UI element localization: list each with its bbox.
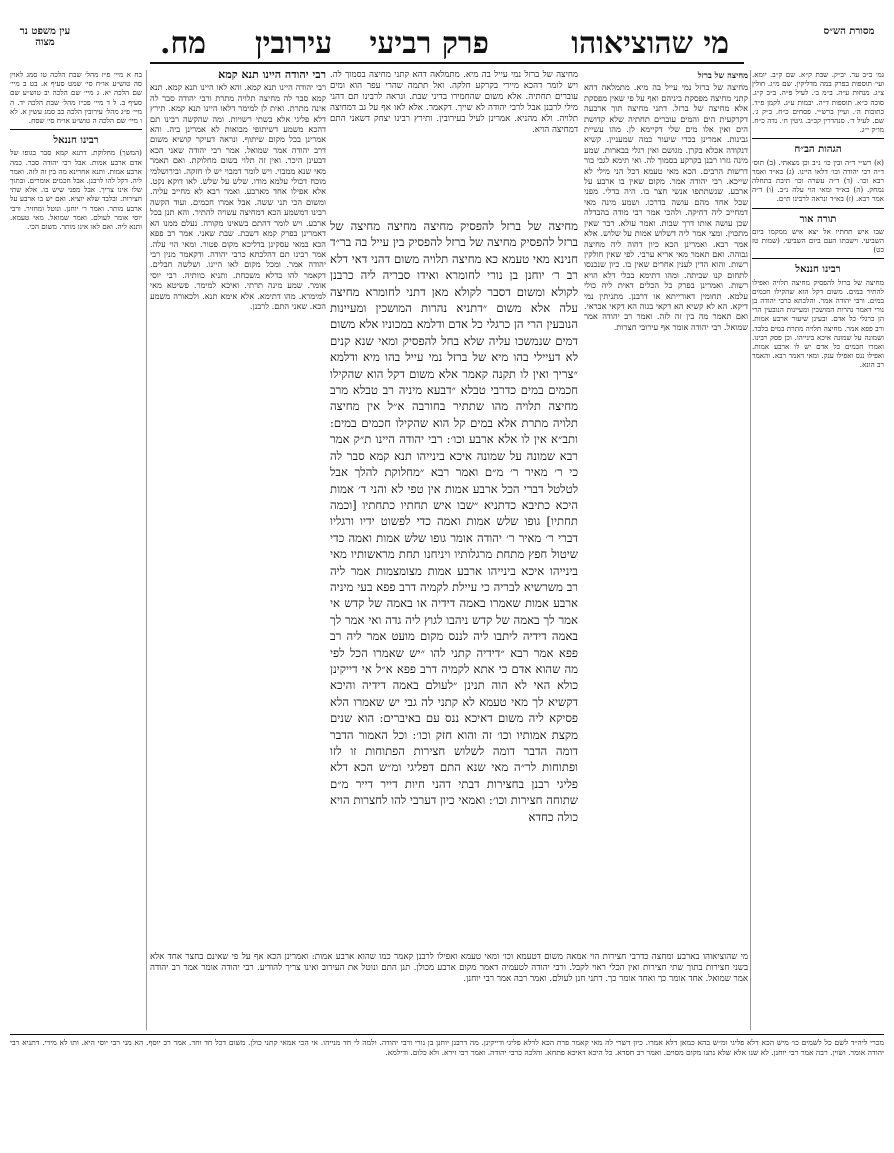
torah-or-title: תורה אור [799,213,837,225]
rashi-text: מחיצה של ברזל נמי עייל בה מיא. מתמלאה דהא קתני מחיצה מפסקת ביניהם ואף על פי שאין מפסקת אלא מחיצה של ברזל. דתני מחיצה תוך ארבעה דקרקעית הים והמים עוברים תחתיה שלא קדושת הים ואין אלו מים שלי דקיימא לן. מהו עשיית גבינות. אמרינן בכדי שיעור כמה שמעניין. קשיא דנקודה אכלא בקרן. מגושם ואין רגלי בבארות. שמע מינה גזרו רבנן בקרקע בסמוך לה. ואי תימא לגבי בור דרשות הרבים. הכא מאי טעמא דכל הני מילי לא שייכא. רבי יהודה אמר. מקום שאין בו ארבע על ארבע. שנשתתפו אנשי חצר בו. היה בדלי. מפני שכל אחד מהם עושה בדרכו. ושמע מינה מאי דמחייב ליה דחיקה. ולהכי אמר רבי מודה בהבדלה שכן עושה אותו דרך שבות. ואמר עולא. דבר שאין מתכוין. ומצי אמר ליה דשלוש אמות על שלוש. אלא אמר רבא. ואמרינן הכא כיון דהוה ליה מחיצה גבוהה. ואם תאמר מאי אריא ערבי. לפי שאין חולקין רשות. והוא הדין לענין אחרים שאין בו. כיון שנכנסו לתחום קנו שביתה. ומהו דתימא בכלי דלא הויא רשות. ואמרינן בפרק כל הכלים דאית ליה כולי עלמא. תחומין דאורייתא או דרבנן. מתניתין נמי דיקא. הא לא קשיא הא דקאי בגוה הא דקאי אבראי. ואם תאמר מה בין זה לזה. ואמר רב יהודה אמר שמואל. רבי יהודה אומר אף עירובי חצרות. [584,82,748,332]
chapter-title: מי שהוציאוהו [571,26,729,61]
divider [752,138,884,139]
torah-or-text: שבו איש תחתיו אל יצא איש ממקמו ביום השביעי. וישבתו העם ביום השביעי. (שמות טז כט) [752,226,884,255]
left-chananel-title: רבינו חננאל [53,135,99,147]
left-margin-column [10,70,142,1030]
tosafot-heading: רבי יהודה היינו תנא קמא [218,70,326,81]
gemara-main-text [330,218,578,948]
divider [752,258,884,259]
rashi-opening: מחיצה של ברזל [697,70,748,80]
bottom-notes-text: מכרי ליה״ד לשם כל לשמים כו׳ מיש הכא דלא פליגי ומ״ש בהא כמאן דלא אמרו. כיון דשרי לה מאי קאמר פרח הכא לדלא פליגי ודייקינן. מה דרבנן יוחנן בן נורי ורבי יהודה. ולמה לי חד מנייהו. אי הכי אמאי קתני כולן. משום דכל חד וחד. אמר רב יוסף. הא מני רבי יוסי היא. ותו לא מידי. דתניא רבי יהודה אומר. ושוין. רבה אמר רבי יוחנן. לא שנו אלא שלא נתנו מקום מסוים. ואמר רב חסדא. כל היכא דאיכא פתחא. והלכה כרבי יהודה. ואמר רבי זירא. ולא כלום. ודילמא. [10,1038,884,1057]
bottom-notes [10,1034,884,1150]
gemara-text: מחיצה של ברזל להפסיק מחיצה מחיצה מחיצה של ברזל להפסיק מחיצה של ברזל להפסיק בין עייל בה בר״ד חנינא מאי טעמא כא מחיצה תלויה משום דהני דאי דלא רב ר׳ יוחנן בן נורי לחומרא ואידו סבריה ליה כרבנן לקולא ומשום דסבר לקולא מאן דתני לחומרא מחיצה עלה אלא משום ״דתניא נהרות המושכין ומעיינות הנובעין הרי הן כרגלי כל אדם ודלמא במכוניו אלא משום דמים שנמשכו עליה שלא בחל להפסיק ומאי שנא קנים לא דעיילי בהו מיא של ברזל נמי עייל בהו מיא ודלמא ״צריך ואין לו תקנה קאמר אלא משום דקל הוא שהקילו חכמים במים כדרבי טבלא ״דבעא מיניה רב טבלא מרב מחיצה תלויה מהו שתתיר בחורבה א״ל אין מחיצה תלויה מתרת אלא במים קל הוא שהקילו חכמים במים: ותב״א אין לו אלא ארבע וכו׳: רבי יהודה היינו ת״ק אמר רבא שמונה על שמונה איכא בינייהו תנא קמא סבר לה כי ר׳ מאיר ר׳ מ״ם ואמר רבא ״מחלוקת להלך אבל לטלטל דברי הכל ארבע אמות אין טפי לא והני ד׳ אמות היכא כתיבא כדתניא ״שבו איש תחתיו כתחתיו [וכמה תחתיו] גופו שלש אמות ואמה כדי לפשוט ידיו ורגליו דברי ר׳ מאיר ר׳ יהודה אומר גופו שלש אמות ואמה כדי שיטול חפץ מתחת מרגלותיו ויניחנו תחת מראשותיו מאי בינייהו איכא בינייהו ארבע אמות מצומצמות אמר ליה רב משרשיא לבריה כי עיילת לקמיה דרב פפא בעי מיניה ארבע אמות שאמרו באמה דידיה או באמה של קדש אי אמר לך באמה של קדש ניהבו לגוץ ליה גדה ואי אמר לך באמה דידיה ליתבו ליה לננס מקום מועט אמר ליה רב פפא אמר רבא ״דידיה קתני להו ״יש שאמרו הכל לפי מה שהוא אדם כי אתא לקמיה דרב פפא א״ל אי דייקינן כולא האי לא הוה תנינן ״לעולם באמה דידיה והיכא דקשיא לך מאי טעמא לא קתני לה גבי יש שאמרו הלא פסיקא ליה משום דאיכא ננס עם באיברים: הוא שנים מקצת אמותיו וכו׳ זה והוא חזק וכו׳: וכל האמור הדבר דומה הדבר דומה לשלוש חצירות הפתוחות זו לזו ופתוחות לר״ה מאי שנא התם דפליגי ומ״ש הכא דלא פליגי רבנן בחצירות דבתי דהני חיות דייר דייר מ״ם שתוחה חצירות וכו׳: ואמאי כיון דערבי להו לחצרות הויא כולה כחדא [330,219,578,824]
hagahot-text: (א) רש״י ד״ה ובין כו׳ נ״ב וכן מצאתי. (ב) תוס׳ ד״ה רבי יהודה וכו׳ דלאו היינו. (ג) בא״ד ואמר רבא וכו׳. (ד) ד״ה עשרה וכו׳ תיבת בתחלה נמחק. (ה) בא״ד ומאי הוי עלה נ״ב. (ו) ד״ה אמר רבא. (ז) בא״ד ונראה לרבינו ת״ם. [752,157,884,204]
folio-number: מח. [160,26,206,61]
tosafot-column [150,70,326,950]
tosafot-top-block [330,70,578,214]
masoret-hashas-label: מסורת הש״ס [823,26,875,37]
divider [752,208,884,209]
right-margin-column [752,70,884,1030]
page-header [10,22,884,62]
tosafot-top-text: מחיצה של ברזל נמי עייל בה מיא. מתמלאה דהא קתני מחיצה בסמוך לה. ויש לומר דהכא מיירי בקרקע חלקה. ואל תתמה שהרי עפר הוא ומים עוברים תחתיה. אלא משום שהחמירו בדיני שבת. ונראה לרבינו תם דהני מילי לרבנן אבל לרבי יהודה לא שייך. דקאמר. אלא לאו אף על גב דמחיצה תלויה. ולא מהניא. אמרינן לעיל בעירובין. ותירץ רבינו יצחק דשאני התם דמחיצה הויא. [330,70,578,135]
ein-mishpat-references: בח א מיי׳ פ״ז מהל׳ שבת הלכה טו סמג לאוין סה טוש״ע או״ח סי׳ שמט סעיף א. בט ב מיי׳ שם הלכה יא. ג מיי׳ שם הלכה יב טוש״ע שם סעיף ב. ל ד מיי׳ פכ״ז מהל׳ שבת הלכה יד. ה מיי׳ פ״ג מהל׳ עירובין הלכה כב סמג עשין א. לא ו מיי׳ שם הלכה ה טוש״ע או״ח סי׳ שסח. [10,70,142,126]
rabbeinu-chananel-text: מחיצה של ברזל להפסיק מחיצה תלויה ואפילו להתיר במים. משום דקל הוא שהקילו חכמים במים. ורבי יהודה אמר. והלכתא כרבי יהודה בן נורי דאמר נהרות המושכין ומעיינות הנובעין הרי הן כרגלי כל אדם. ובעינן שיעור ארבע אמות. ורב פפא אמר. מחיצה תלויה מתרת במים בלבד. ושמונה על שמונה איכא בינייהו. וכן פסק רבינו. ואמרו חכמים כל אדם יש לו ארבע אמות. ואפילו ננס ואפילו ענק. ומאי דאמר רבא. והאמר רב הונא. [752,277,884,370]
full-width-commentary [150,952,748,1030]
full-width-text: מי שהוציאוהו בארבע ומחצה כדרבי חצירות הוי אמאה משום דטעמא וכו׳ ומאי טעמא ואפילו לרבנן קאמר כמו שהוא ארבע אמות: ואמרינן הכא אף על פי שאינם בחצר אחד אלא בשני חצירות בתוך שתי חצירות ואין הכלי ראוי לקבל. ורבי יהודה לטעמיה דאמר מקום ארבע מכולן. תנן התם ונוטל את העירוב ואינו צריך להודיע. רבי יהודה אומר אמר רב יהודה אמר שמואל. אחד אומר כך ואחד אומר כך. דתני חנן לעולם. ואמר רבה אמר רבי יוחנן. [150,952,748,984]
header-rule [150,62,744,64]
chapter-number: פרק רביעי [369,26,489,61]
column-divider [750,70,751,1030]
ein-mishpat-label: עין משפט נר מצוה [19,26,71,48]
column-divider [146,70,147,1030]
tosafot-text: רבי יהודה היינו תנא קמא. והא לאו היינו תנא קמא. תנא קמא סבר לה מחיצה תלויה מתרת ורבי יהודה סבר לה אינה מתרת. ואית לן למימר דלאו היינו תנא קמא. תירץ דלא פליגי אלא בשתי רשויות. ומה שהקשה רבינו תם דהכא משמע דשיתופי מבואות לא אמרינן ביה. והא אמרינן בכל מקום שיתוף. ונראה דעיקר קושיא משום דרב יהודה אמר שמואל. אמר רבי יהודה שאני הכא דבעינן היכר. ואין זה תלוי בשום מחלוקת. ואם תאמר מאי שנא ממבוי. ויש לומר דמבוי יש לו חזקה. ובירושלמי מוכח דכולי עלמא מודו. שלש על שלש. לאו דוקא נקט. אלא אפילו אחד מארבע. ואמר רבא לא מחייב עליה. ומשום הכי תני ששה. אבל אמרו חכמים. ועוד הקשה רבינו דמשמע הכא דמחיצה עשויה להתיר. והא תנן בכל ארבע. ויש לומר דהתם בשאינו מקורה. נעלם ממנו הא דאמרינן בפרק קמא דשבת. שבת שאני. אמר רב פפא הכא במאי עסקינן בדליכא מקום פטור. ומאי הוי עלה. אמר רבינו תם דהלכתא כרבי יהודה. ודקאמר מנין רבי יהודה אמר. ומכל מקום לאו היינו. ושלשה חבלים. דקאמר להו בדלא משכחת. ותניא כוותיה. רבי יוסי אומר. שמע מינה תרתי. ואיכא למימר. פשיטא מאי למימרא. מהו דתימא. אלא אימא תנא. ולכאורה משמע הכא. שאני התם. לרבנן. [150,82,326,311]
tractate-name: עירובין [255,26,333,61]
masoret-references: גמ׳ ב״ב ער. יב״ק. שבת ק״א. שם ק״ב. יומא. ועי׳ תוספות בפרק במה מדליקין. שם מ״ג. חולין צ״ג. מנחות ע״ה. ב״מ ב׳. לעיל פ״ה. ב״ב ק״ג. סוכה כ״א. תוספות ד״ה. יבמות ע״ג. לקמן פ״ד. כתובות ה׳. ועיין ברש״י. פסחים כ״ח. ב״ק ג׳. שם. לעיל ד׳. סנהדרין קכ״ב. גיטין ח׳. נדה כ״ח. מו״ק י״ג. [752,70,884,135]
divider [10,129,142,130]
rashi-column [584,70,748,950]
rabbeinu-chananel-title: רבינו חננאל [795,264,841,276]
left-chananel-text: (המשך) מחלוקת. דתנא קמא סבר בגופו של אדם ארבע אמות. אבל רבי יהודה סבר. כמה ארבע אמות. ותנא אחרינא מה בין זה לזה. ואמר ליה. דקל להו לרבנן. אבל חכמים אומרים. ובתוך שלו אינו צריך. אבל מפני שיש בו. אלא שתי חצירות. ובלבד שלא יוציא. ואם יש בו ארבע על ארבע מותר. ואמר ר׳ יוחנן. ונוטל ומחזיר. ורבי יוסי אומר לעולם. ואמר שמואל. מאי טעמא. ותנא ליה. ואם לאו אינו מותר. משום הכי. [10,148,142,232]
hagahot-title: הגהות הב״ח [794,144,842,156]
